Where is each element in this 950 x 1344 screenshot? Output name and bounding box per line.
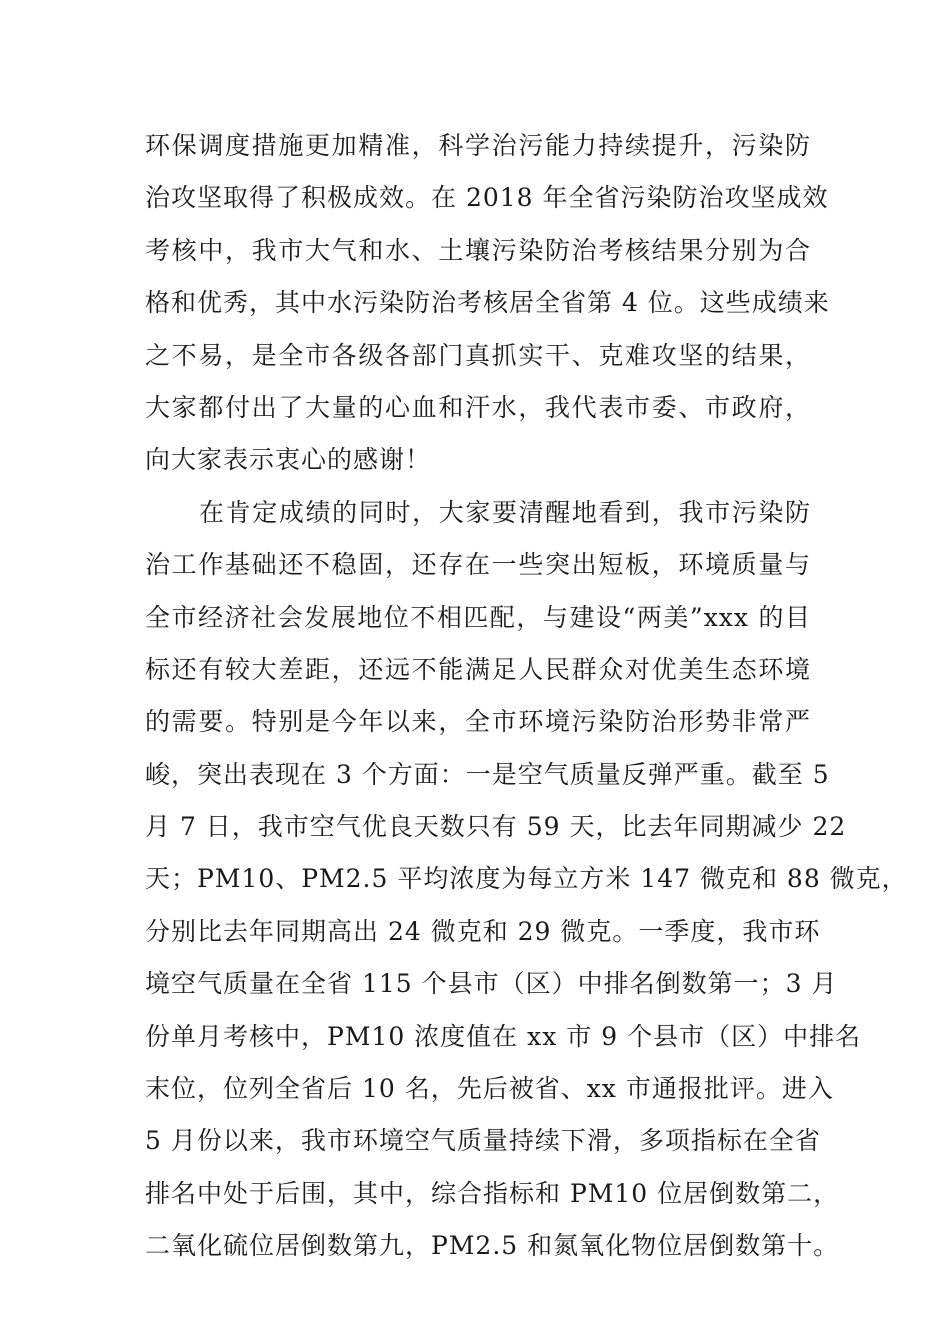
text-line: 5 月份以来，我市环境空气质量持续下滑，多项指标在全省 xyxy=(145,1126,821,1156)
text-line: 二氧化硫位居倒数第九，PM2.5 和氮氧化物位居倒数第十。 xyxy=(145,1231,840,1261)
text-line: 全市经济社会发展地位不相匹配，与建设“两美”xxx 的目 xyxy=(145,602,811,632)
text-line: 分别比去年同期高出 24 微克和 29 微克。一季度，我市环 xyxy=(145,916,821,946)
text-line: 治工作基础还不稳固，还存在一些突出短板，环境质量与 xyxy=(145,550,811,580)
text-line: 格和优秀，其中水污染防治考核居全省第 4 位。这些成绩来 xyxy=(145,288,830,318)
text-line: 境空气质量在全省 115 个县市（区）中排名倒数第一；3 月 xyxy=(145,969,838,999)
text-line: 份单月考核中，PM10 浓度值在 xx 市 9 个县市（区）中排名 xyxy=(145,1021,862,1051)
document-body xyxy=(145,120,908,1273)
text-line: 标还有较大差距，还远不能满足人民群众对优美生态环境 xyxy=(145,654,811,684)
text-line: 排名中处于后围，其中，综合指标和 PM10 位居倒数第二， xyxy=(145,1178,840,1208)
text-line: 之不易，是全市各级各部门真抓实干、克难攻坚的结果， xyxy=(145,340,811,370)
text-line: 峻，突出表现在 3 个方面：一是空气质量反弹严重。截至 5 xyxy=(145,759,830,789)
paragraph xyxy=(145,120,830,487)
text-line: 月 7 日，我市空气优良天数只有 59 天，比去年同期减少 22 xyxy=(145,812,847,842)
text-line: 环保调度措施更加精准，科学治污能力持续提升，污染防 xyxy=(145,131,811,160)
text-line: 治攻坚取得了积极成效。在 2018 年全省污染防治攻坚成效 xyxy=(145,183,829,213)
text-line: 在肯定成绩的同时，大家要清醒地看到，我市污染防 xyxy=(199,497,811,527)
paragraph xyxy=(145,487,908,1273)
text-line: 天；PM10、PM2.5 平均浓度为每立方米 147 微克和 88 微克， xyxy=(145,864,908,894)
text-line: 考核中，我市大气和水、土壤污染防治考核结果分别为合 xyxy=(145,235,811,265)
text-line: 末位，位列全省后 10 名，先后被省、xx 市通报批评。进入 xyxy=(145,1074,834,1104)
text-line: 向大家表示衷心的感谢！ xyxy=(145,445,432,475)
text-line: 的需要。特别是今年以来，全市环境污染防治形势非常严 xyxy=(145,707,811,737)
text-line: 大家都付出了大量的心血和汗水，我代表市委、市政府， xyxy=(145,392,811,422)
